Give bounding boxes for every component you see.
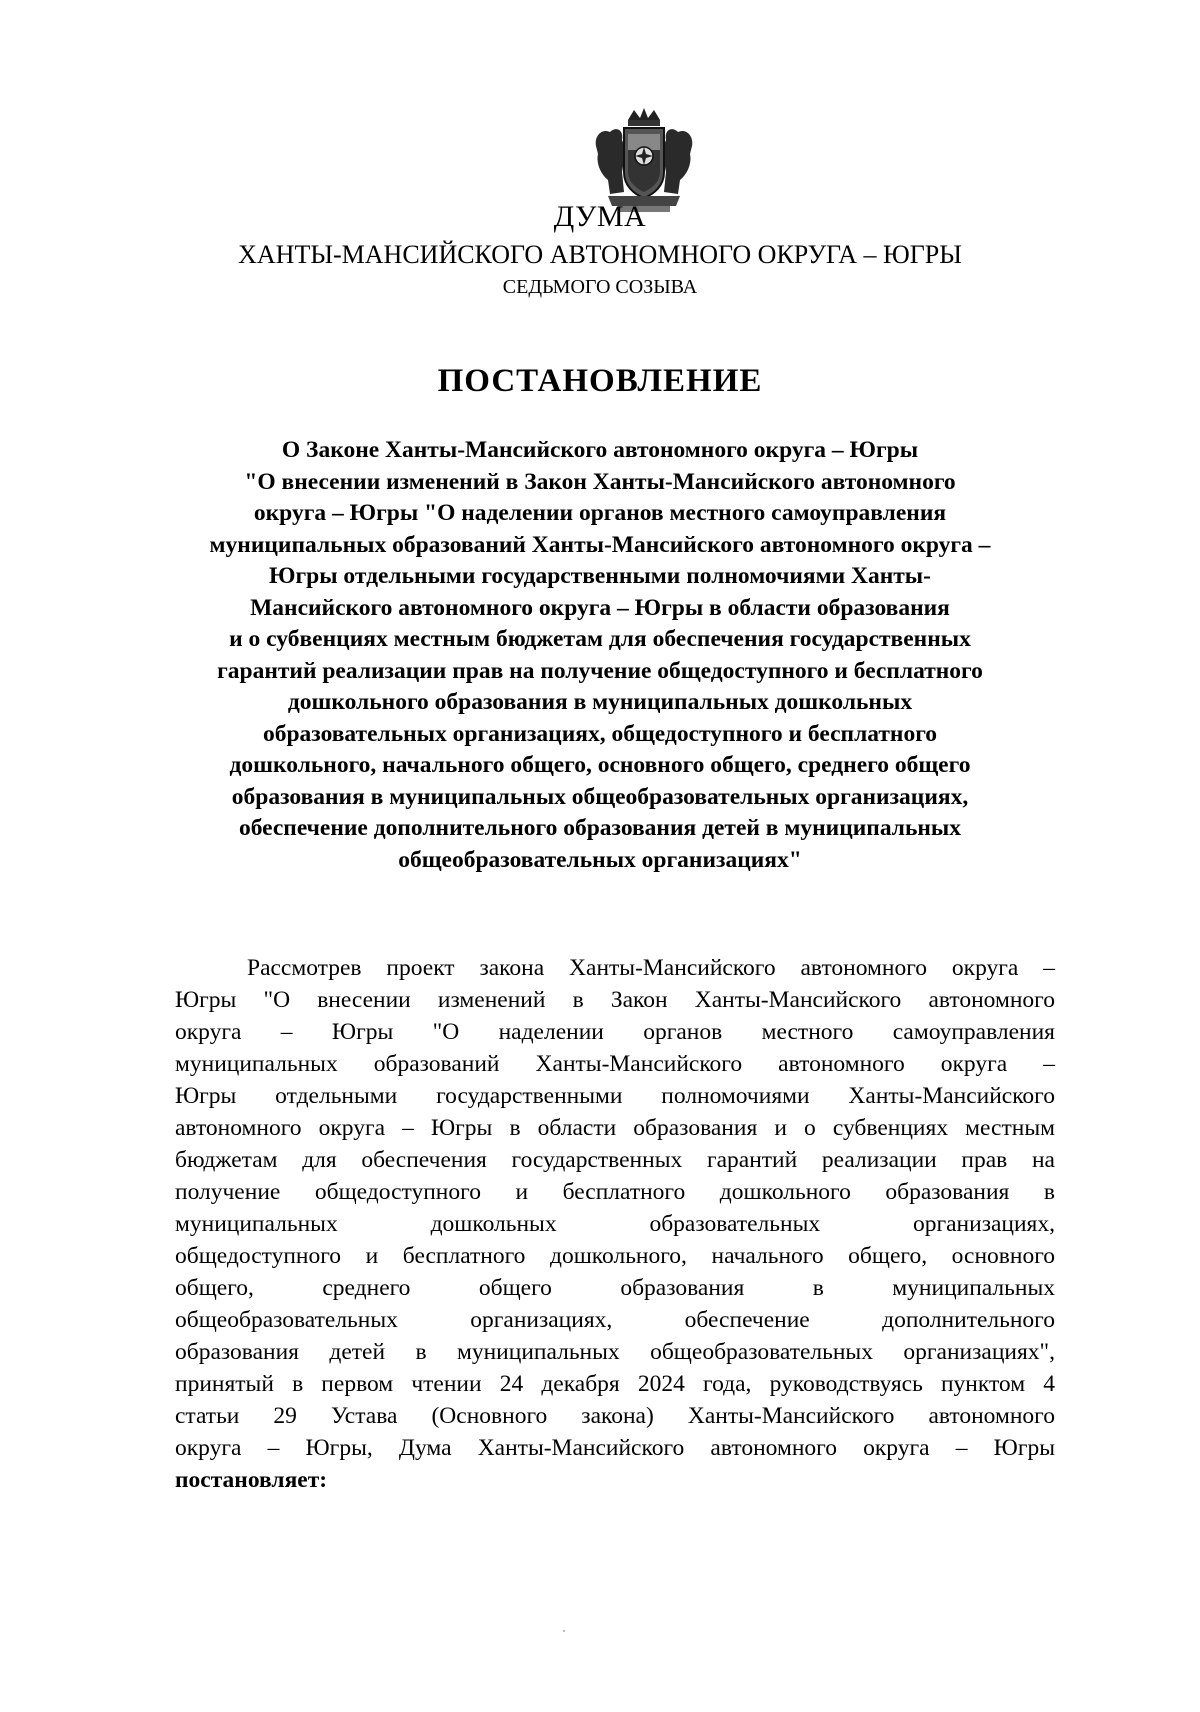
body-line: принятый в первом чтении 24 декабря 2024 года, руководствуясь пунктом 4 [175,1371,1055,1397]
resolves-word: постановляет: [175,1467,328,1493]
body-line: Югры "О внесении изменений в Закон Ханты-Мансийского автономного [175,987,1055,1013]
subject-line: "О внесении изменений в Закон Ханты-Мансийского автономного [244,468,956,495]
body-line: статьи 29 Устава (Основного закона) Ханты-Мансийского автономного [175,1403,1055,1429]
body-line: округа – Югры, Дума Ханты-Мансийского автономного округа – Югры [175,1435,1055,1461]
body-line: Югры отдельными государственными полномочиями Ханты-Мансийского [175,1083,1055,1109]
subject-line: муниципальных образований Ханты-Мансийского автономного округа – [209,531,991,558]
body-line: бюджетам для обеспечения государственных гарантий реализации прав на [175,1147,1055,1173]
document-subject [150,435,1050,876]
body-line: общеобразовательных организациях, обеспечение дополнительного [175,1307,1055,1333]
org-title: ДУМА [553,200,647,233]
subject-line: О Законе Ханты-Мансийского автономного округа – Югры [281,437,919,463]
body-line: округа – Югры "О наделении органов местного самоуправления [175,1019,1055,1045]
subject-line: образования в муниципальных общеобразовательных организациях, [231,783,969,810]
org-region: ХАНТЫ-МАНСИЙСКОГО АВТОНОМНОГО ОКРУГА – ЮГРЫ [238,240,962,269]
subject-line: Югры отдельными государственными полномочиями Ханты- [269,563,931,589]
document-body-paragraph [175,952,1055,1496]
body-line: общего, среднего общего образования в муниципальных [175,1275,1055,1301]
body-line: получение общедоступного и бесплатного дошкольного образования в [175,1179,1055,1205]
body-line: общедоступного и бесплатного дошкольного, начального общего, основного [175,1243,1055,1269]
scan-speck [563,1630,565,1632]
body-line: муниципальных образований Ханты-Мансийского автономного округа – [175,1051,1055,1077]
body-line: автономного округа – Югры в области образования и о субвенциях местным [175,1115,1055,1141]
subject-line: дошкольного, начального общего, основного общего, среднего общего [229,752,971,778]
subject-line: общеобразовательных организациях" [398,846,802,873]
subject-line: образовательных организациях, общедоступного и бесплатного [262,720,938,747]
subject-line: обеспечение дополнительного образования детей в муниципальных [238,815,962,841]
body-line: муниципальных дошкольных образовательных организациях, [175,1211,1055,1237]
document-type-heading: ПОСТАНОВЛЕНИЕ [437,363,763,399]
subject-line: округа – Югры "О наделении органов местного самоуправления [253,500,947,526]
subject-line: гарантий реализации прав на получение общедоступного и бесплатного [217,657,983,684]
subject-line: и о субвенциях местным бюджетам для обеспечения государственных [229,626,971,652]
body-line: Рассмотрев проект закона Ханты-Мансийского автономного округа – [247,955,1055,981]
subject-line: дошкольного образования в муниципальных дошкольных [287,689,913,715]
subject-line: Мансийского автономного округа – Югры в области образования [250,594,950,621]
body-line: образования детей в муниципальных общеобразовательных организациях", [175,1339,1055,1365]
org-convocation: СЕДЬМОГО СОЗЫВА [502,276,698,298]
